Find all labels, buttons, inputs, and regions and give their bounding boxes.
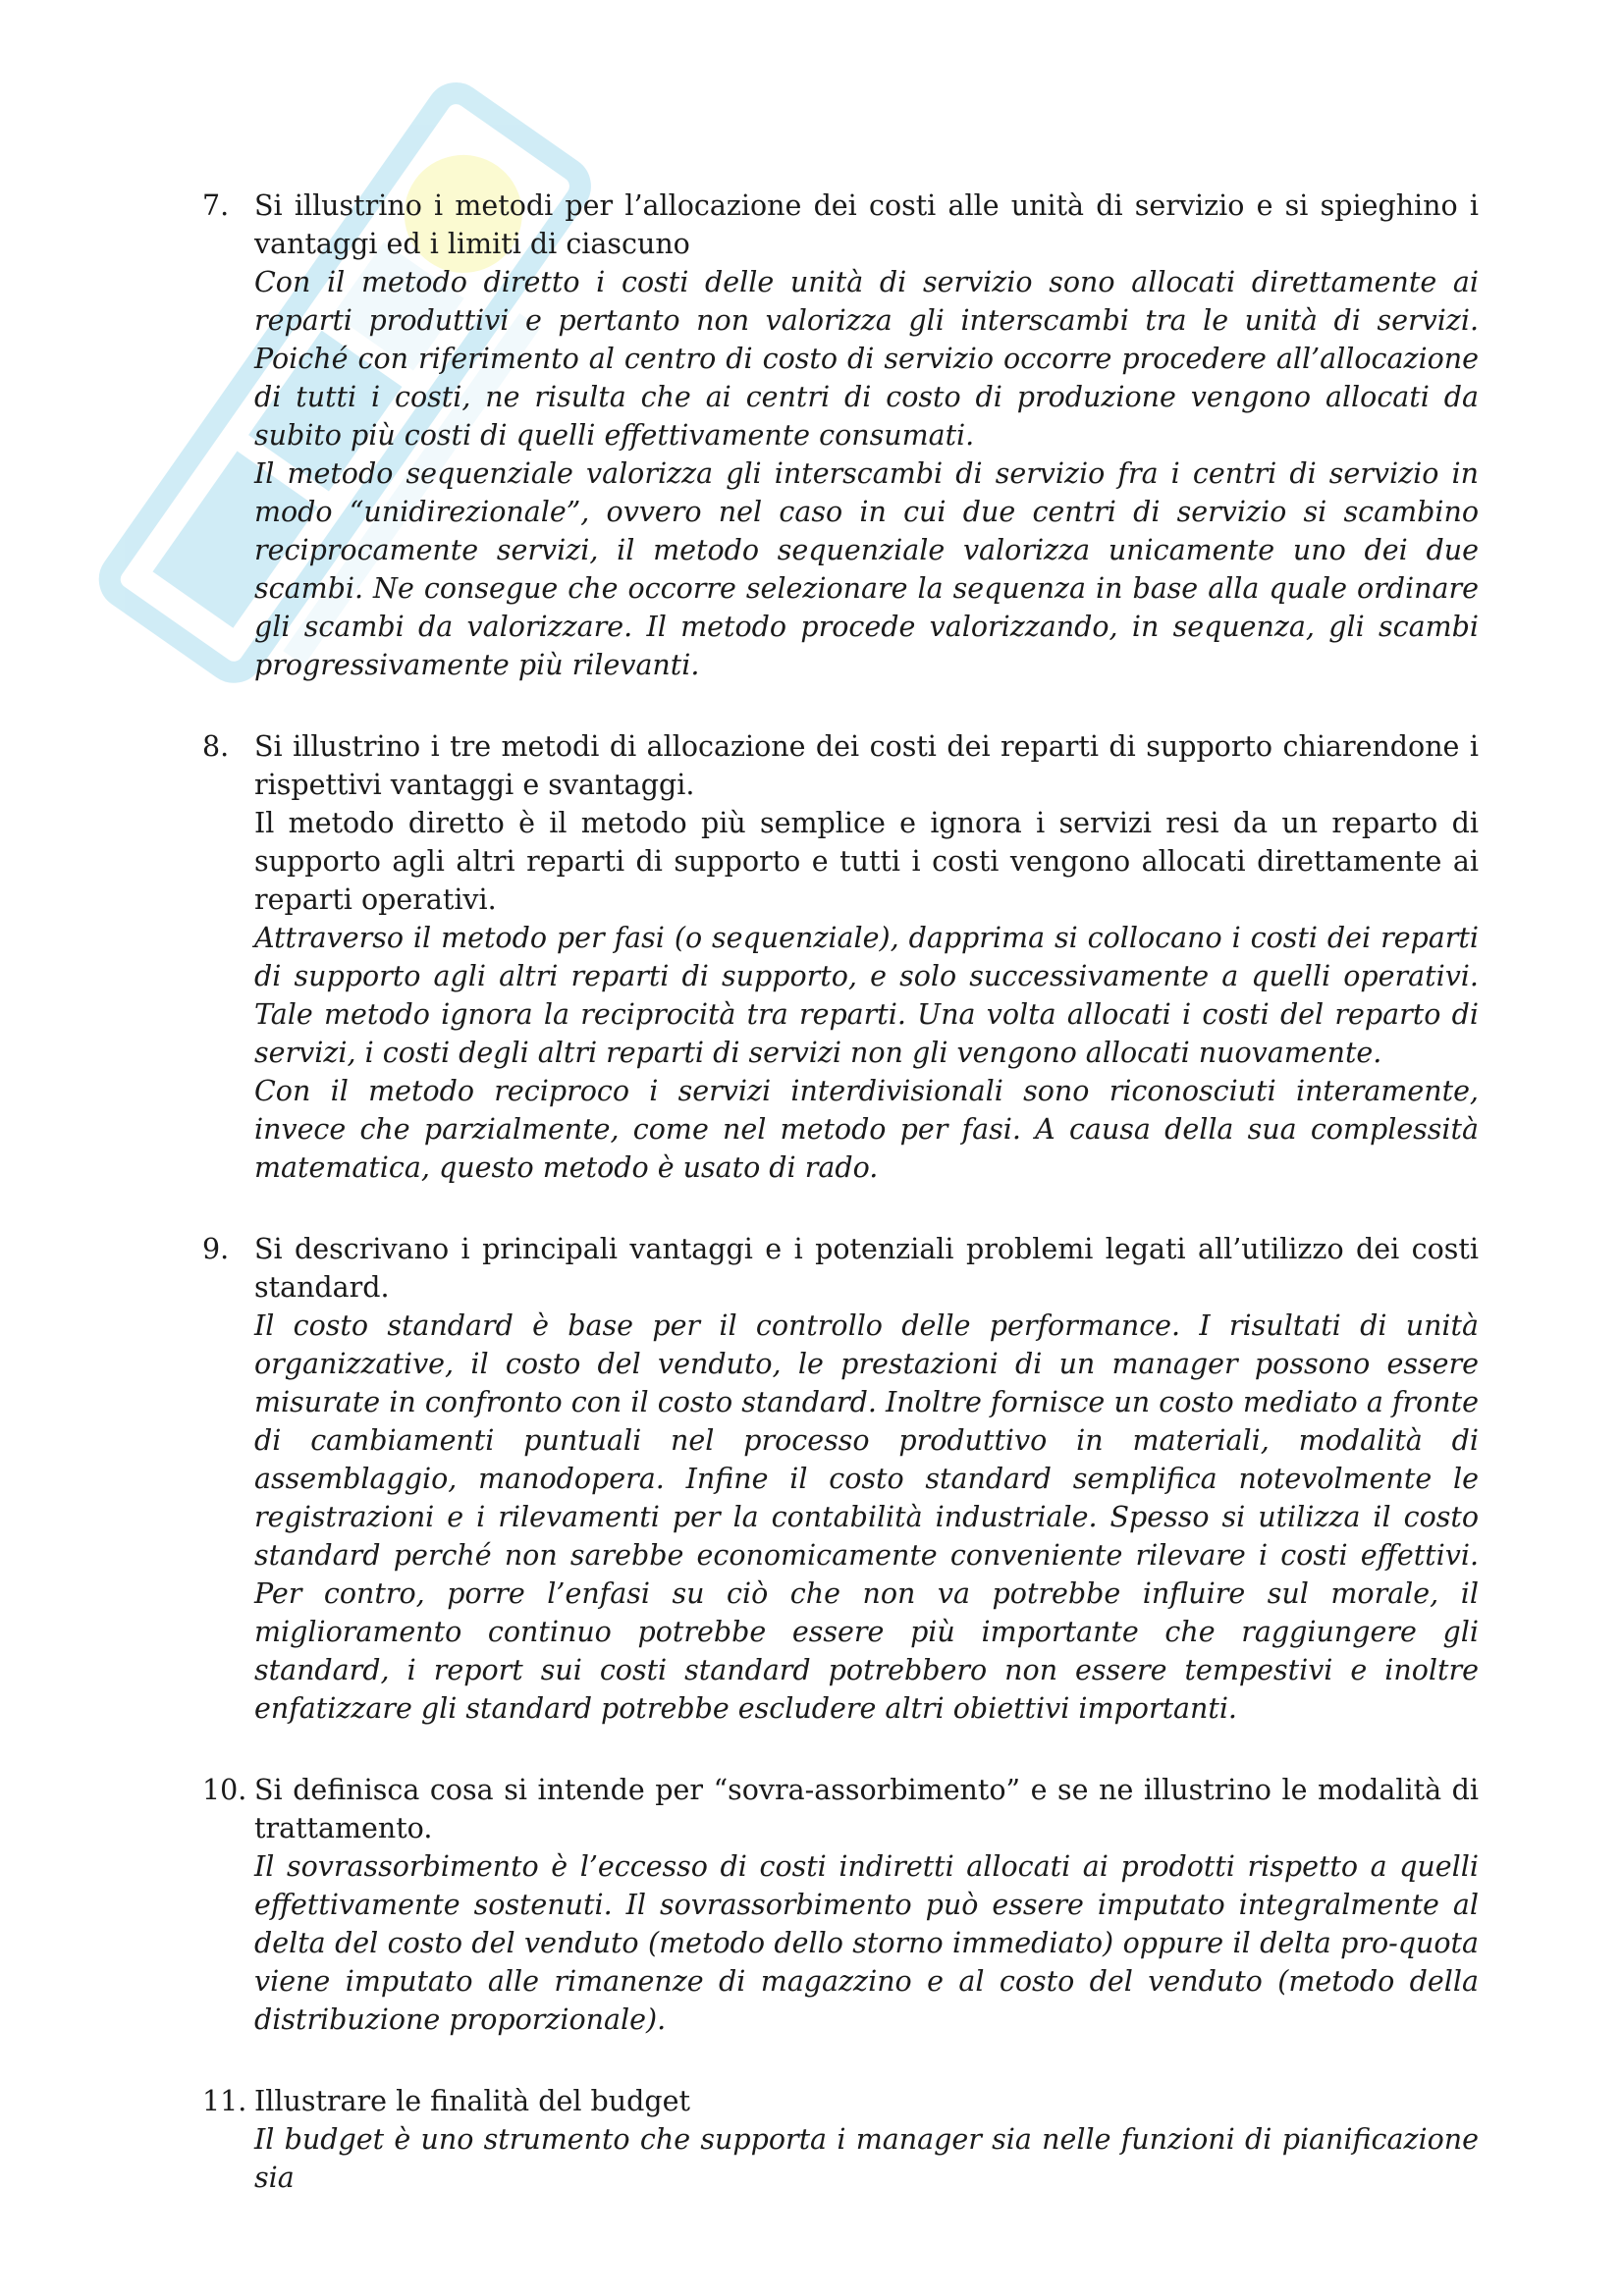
question-number: 8.: [202, 730, 230, 763]
question-item-8: [202, 727, 1479, 1187]
question-item-10: [202, 1771, 1479, 2039]
question-text: Illustrare le finalità del budget: [254, 2085, 690, 2117]
question-item-11: [202, 2082, 1479, 2197]
question-number: 11.: [202, 2085, 247, 2117]
answer-paragraph: Il costo standard è base per il controllo delle performance. I risultati di unità organizzative, il costo del venduto, le prestazioni di un manager possono essere misurate in confronto con il costo standard. Inoltre fornisce un costo mediato a fronte di cambiamenti puntuali nel processo produttivo in materiali, modalità di assemblaggio, manodopera. Infine il costo standard semplifica notevolmente le registrazioni e i rilevamenti per la contabilità industriale. Spesso si utilizza il costo standard perché non sarebbe economicamente conveniente rilevare i costi effettivi. Per contro, porre l’enfasi su ciò che non va potrebbe influire sul morale, il miglioramento continuo potrebbe essere più importante che raggiungere gli standard, i report sui costi standard potrebbero non essere tempestivi e inoltre enfatizzare gli standard potrebbe escludere altri obiettivi importanti.: [254, 1309, 1479, 1725]
question-number: 9.: [202, 1233, 230, 1265]
question-text: Si descrivano i principali vantaggi e i potenziali problemi legati all’utilizzo dei costi standard.: [254, 1233, 1479, 1304]
question-number: 7.: [202, 189, 230, 222]
question-text: Si definisca cosa si intende per “sovra-assorbimento” e se ne illustrino le modalità di trattamento.: [254, 1774, 1479, 1844]
question-item-7: [202, 187, 1479, 684]
answer-paragraph: Il budget è uno strumento che supporta i manager sia nelle funzioni di pianificazione sia: [254, 2123, 1479, 2194]
question-text: Si illustrino i tre metodi di allocazione dei costi dei reparti di supporto chiarendone i rispettivi vantaggi e svantaggi.: [254, 730, 1479, 801]
answer-paragraph: Con il metodo reciproco i servizi interdivisionali sono riconosciuti interamente, invece che parzialmente, come nel metodo per fasi. A causa della sua complessità matematica, questo metodo è usato di rado.: [254, 1075, 1479, 1184]
document-body: [0, 187, 1623, 2240]
question-text: Si illustrino i metodi per l’allocazione dei costi alle unità di servizio e si spieghino i vantaggi ed i limiti di ciascuno: [254, 189, 1479, 260]
question-item-9: [202, 1230, 1479, 1728]
answer-paragraph: Attraverso il metodo per fasi (o sequenziale), dapprima si collocano i costi dei reparti di supporto agli altri reparti di supporto, e solo successivamente a quelli operativi. Tale metodo ignora la reciprocità tra reparti. Una volta allocati i costi del reparto di servizi, i costi degli altri reparti di servizi non gli vengono allocati nuovamente.: [254, 922, 1479, 1069]
answer-paragraph: Il metodo sequenziale valorizza gli interscambi di servizio fra i centri di servizio in modo “unidirezionale”, ovvero nel caso in cui due centri di servizio si scambino reciprocamente servizi, il metodo sequenziale valorizza unicamente uno dei due scambi. Ne consegue che occorre selezionare la sequenza in base alla quale ordinare gli scambi da valorizzare. Il metodo procede valorizzando, in sequenza, gli scambi progressivamente più rilevanti.: [254, 457, 1479, 681]
answer-paragraph: Con il metodo diretto i costi delle unità di servizio sono allocati direttamente ai reparti produttivi e pertanto non valorizza gli interscambi tra le unità di servizi. Poiché con riferimento al centro di costo di servizio occorre procedere all’allocazione di tutti i costi, ne risulta che ai centri di costo di produzione vengono allocati da subito più costi di quelli effettivamente consumati.: [254, 266, 1479, 452]
answer-paragraph: Il sovrassorbimento è l’eccesso di costi indiretti allocati ai prodotti rispetto a quelli effettivamente sostenuti. Il sovrassorbimento può essere imputato integralmente al delta del costo del venduto (metodo dello storno immediato) oppure il delta pro-quota viene imputato alle rimanenze di magazzino e al costo del venduto (metodo della distribuzione proporzionale).: [254, 1850, 1479, 2036]
question-number: 10.: [202, 1774, 247, 1806]
answer-paragraph: Il metodo diretto è il metodo più semplice e ignora i servizi resi da un reparto di supporto agli altri reparti di supporto e tutti i costi vengono allocati direttamente ai reparti operativi.: [254, 807, 1479, 916]
